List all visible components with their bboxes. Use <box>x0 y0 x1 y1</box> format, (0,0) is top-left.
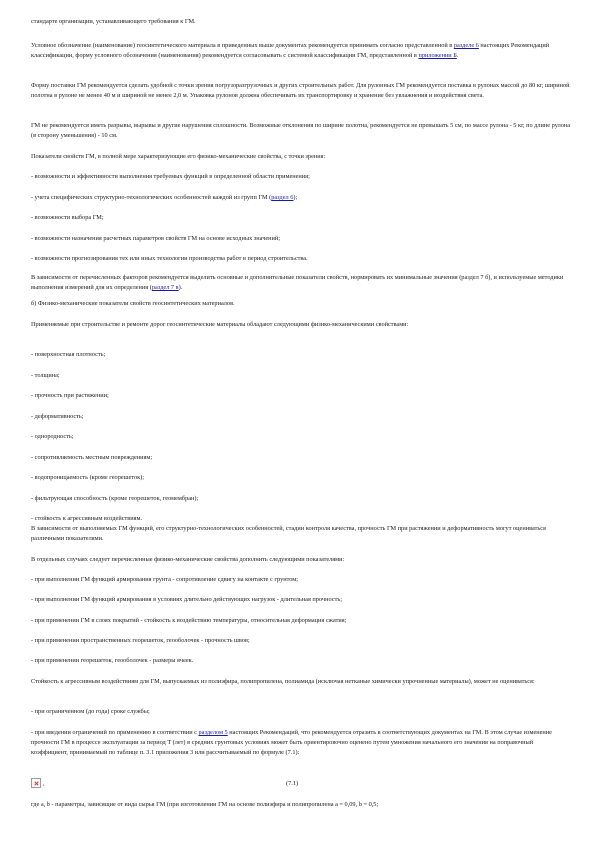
list-item: - прочность при растяжении; <box>31 392 109 399</box>
paragraph-text: настоящих Рекомендаций классификации, форму условного обозначения (наименования) рекомендуется согласовывать с системой классификации ГМ, представленной в <box>31 42 550 59</box>
list-item: - водопроницаемость (кроме георешеток); <box>31 474 145 481</box>
paragraph-text: ). <box>178 284 183 291</box>
list-item: - при применении пространственных георешеток, геооболочек - прочность швов; <box>31 637 250 644</box>
formula-number: (7.1) <box>286 780 299 787</box>
list-item <box>31 728 571 758</box>
paragraph <box>31 273 571 293</box>
link-section-6[interactable]: разделе 6 <box>453 42 479 49</box>
paragraph: Показатели свойств ГМ, в полной мере характеризующие его физико-механические свойства, с точки зрения: <box>31 153 326 160</box>
list-item <box>31 193 571 203</box>
list-item-text: - при введении ограничений по применению в соответствии с <box>31 729 199 736</box>
list-item: - толщина; <box>31 372 60 379</box>
list-item: - возможности назначения расчетных параметров свойств ГМ на основе исходных значений; <box>31 235 281 242</box>
formula-row <box>31 778 571 792</box>
list-item: - фильтрующая способность (кроме георешеток, геомембран); <box>31 495 199 502</box>
link-section-5[interactable]: разделом 5 <box>198 729 228 736</box>
list-item: - при ограниченном (до года) сроке службы; <box>31 708 150 715</box>
list-item: - возможности выбора ГМ; <box>31 214 104 221</box>
paragraph: В зависимости от выполняемых ГМ функций, его структурно-технологических особенностей, стадии контроля качества, прочность ГМ при растяжении и деформативность могут оцениваться различными показателями. <box>31 525 546 542</box>
list-item: - при выполнении ГМ функций армирования грунта - сопротивление сдвигу на контакте с грунтом; <box>31 576 299 583</box>
paragraph: Применяемые при строительстве и ремонте дорог геосинтетические материалы обладают следующими физико-механическими свойствами: <box>31 321 409 328</box>
list-item-text: настоящих Рекомендаций, что рекомендуется отразить в соответствующих документах на ГМ. В этом случае изменение прочности ГМ в процессе эксплуатации за период T (лет) в средних грунтовых условиях может быть ориентировочно оценено путем умножения начального его значения на поправочный коэффициент, принимаемый по таблице п. 3.1 приложения 3 или рассчитываемый по формуле (7.1): <box>31 729 552 756</box>
list-item: - деформативность; <box>31 413 84 420</box>
link-section-6[interactable]: раздел 6 <box>271 194 294 201</box>
paragraph: стандарте организации, устанавливающего требования к ГМ. <box>31 18 196 25</box>
paragraph: ГМ не рекомендуется иметь разрывы, вырывы и другие нарушения сплошности. Возможные отклонения по ширине полотна, рекомендуется не превышать 5 см, по массе рулона - 5 кг, по длине рулона (в сторону уменьшения) - 10 см. <box>31 122 571 139</box>
list-item: - при применении георешеток, геооболочек - размеры ячеек. <box>31 657 194 664</box>
paragraph: где a, b - параметры, зависящие от вида сырья ГМ (при изготовлении ГМ на основе полиэфира и полипропилена a = 0,09, b = 0,5; <box>31 801 379 808</box>
paragraph <box>31 41 571 61</box>
link-appendix-b[interactable]: приложении Б <box>418 52 457 59</box>
paragraph: В отдельных случаях следует перечисленные физико-механические свойства дополнить следующими показателями: <box>31 556 345 563</box>
list-item: - сопротивляемость местным повреждениям; <box>31 454 153 461</box>
paragraph-text: . <box>456 52 459 59</box>
link-section-7v[interactable]: раздел 7 в <box>151 284 179 291</box>
list-item: - при применении ГМ в слоях покрытий - стойкость к воздействию температуры, относительная деформация сжатия; <box>31 617 347 624</box>
list-item: - поверхностная плотность; <box>31 351 106 358</box>
formula-trailing-comma: , <box>43 780 45 787</box>
list-item: - однородность; <box>31 433 74 440</box>
paragraph-text: Условное обозначение (наименование) геосинтетического материала в приведенных выше документах рекомендуется принимать согласно представленной в <box>31 42 454 49</box>
list-item: - при выполнении ГМ функций армирования в условиях длительно действующих нагрузок - длительная прочность; <box>31 596 342 603</box>
list-item: - возможности прогнозирования тех или иных технологии производства работ в период строительства. <box>31 255 308 262</box>
paragraph: Форму поставки ГМ рекомендуется сделать удобной с точки зрения погрузоразгрузочных и других строительных работ. Для рулонных ГМ рекомендуется поставка в рулонах массой до 80 кг, шириной полотна в рулоне не менее 40 м и шириной не менее 2,0 м. Упаковка рулонов должна обеспечивать их транспортировку и хранение без увлажнения и воздействия света. <box>31 82 570 99</box>
paragraph: Стойкость к агрессивным воздействиям для ГМ, выпускаемых из полиэфира, полипропилена, полиамида (исключая нетканые химически упрочненные материалы), может не оцениваться: <box>31 678 535 685</box>
section-heading: б) Физико-механические показатели свойств геосинтетических материалов. <box>31 300 235 307</box>
list-item: - возможности и эффективности выполнения требуемых функций в определенной области применения; <box>31 173 310 180</box>
paragraph-text: В зависимости от перечисленных факторов рекомендуется выделить основные и дополнительные показатели свойств, нормировать их минимальные значения (раздел 7 б), и используемые методики выполнения измерений для их определения ( <box>31 274 564 291</box>
list-item: - стойкость к агрессивным воздействиям. <box>31 515 143 522</box>
broken-image-icon <box>31 778 41 788</box>
list-item-text: ); <box>293 194 298 201</box>
list-item-text: - учета специфических структурно-технологических особенностей каждой из групп ГМ ( <box>31 194 272 201</box>
